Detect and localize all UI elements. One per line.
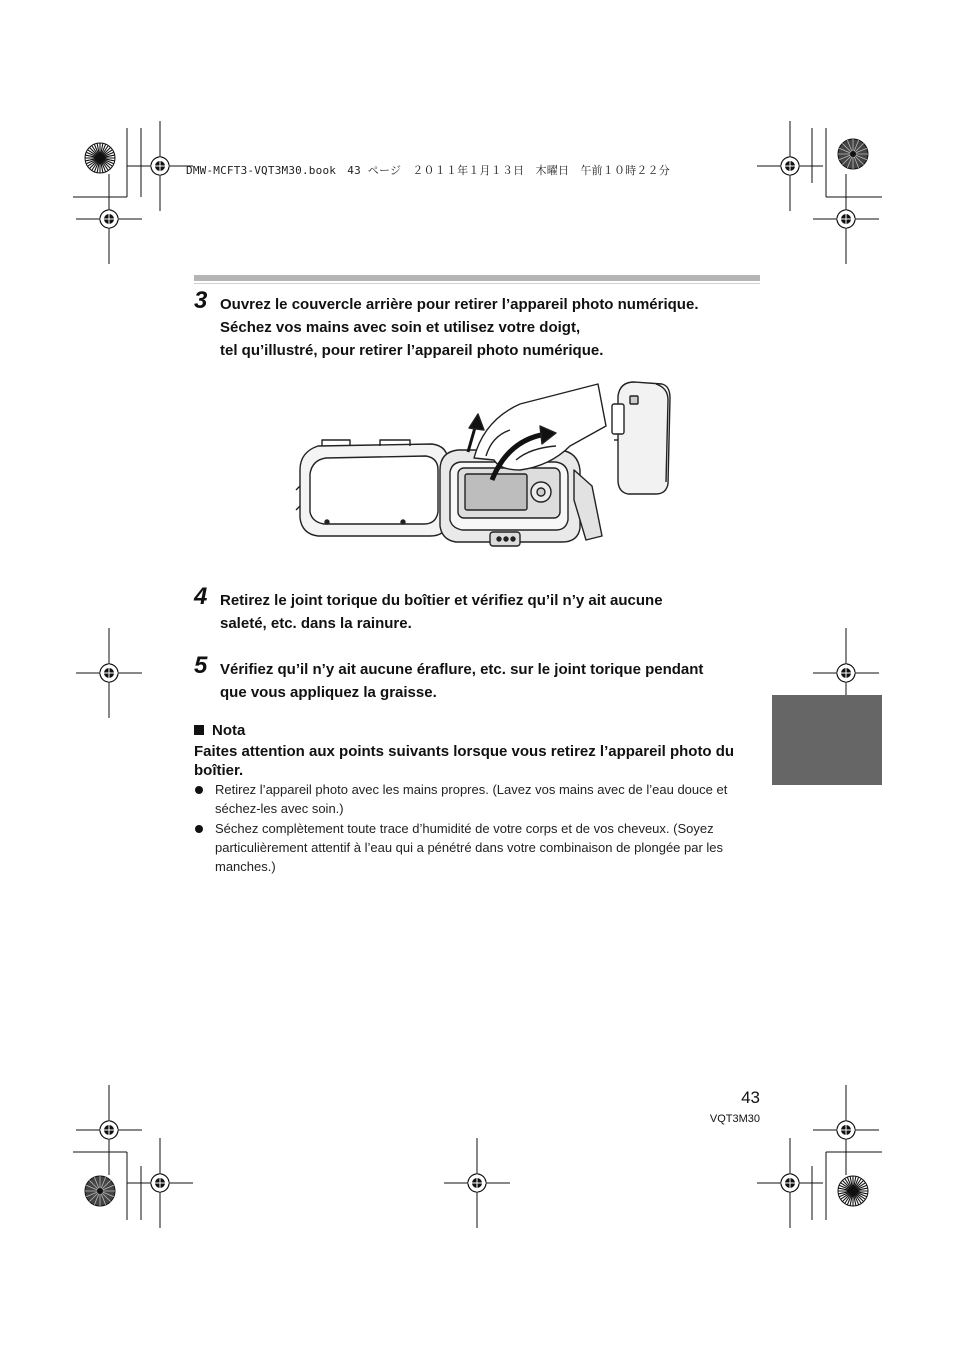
bullet-dot-icon — [195, 786, 203, 794]
note-bullet-list — [194, 780, 754, 877]
step-3-line-3: tel qu’illustré, pour retirer l’appareil photo numérique. — [220, 342, 604, 359]
step-4-number: 4 — [194, 583, 208, 610]
step-5-text — [220, 658, 765, 704]
note-bullet-1 — [194, 780, 754, 818]
step-5-line-1: Vérifiez qu’il n’y ait aucune éraflure, etc. sur le joint torique pendant — [220, 661, 704, 678]
note-title: Faites attention aux points suivants lorsque vous retirez l’appareil photo du boîtier. — [194, 743, 735, 779]
step-5-line-2: que vous appliquez la graisse. — [220, 684, 437, 701]
page-number: 43 — [741, 1088, 760, 1107]
print-header-line: DMW-MCFT3-VQT3M30.book 43 ページ ２０１１年１月１３日 木曜日 午前１０時２２分 — [186, 164, 670, 177]
step-5-number: 5 — [194, 652, 208, 679]
note-bullet-2 — [194, 819, 754, 876]
step-3-number: 3 — [194, 287, 208, 314]
step-4-text — [220, 589, 760, 635]
note-bullet-2-text: Séchez complètement toute trace d’humidité de votre corps et de vos cheveux. (Soyez particulièrement attentif à l’eau qui a pénétré dans votre combinaison de plongée par les manches.) — [215, 821, 724, 874]
note-square-icon — [194, 725, 204, 735]
note-label: Nota — [212, 722, 246, 739]
step-4-line-1: Retirez le joint torique du boîtier et vérifiez qu’il n’y ait aucune — [220, 592, 663, 609]
bullet-dot-icon — [195, 825, 203, 833]
note-heading — [194, 722, 245, 739]
step-3-line-1: Ouvrez le couvercle arrière pour retirer l’appareil photo numérique. — [220, 296, 699, 313]
step-4-line-2: saleté, etc. dans la rainure. — [220, 615, 412, 632]
section-side-tab — [772, 695, 882, 785]
model-code: VQT3M30 — [709, 1113, 760, 1125]
step-3-line-2: Séchez vos mains avec soin et utilisez votre doigt, — [220, 319, 581, 336]
note-bullet-1-text: Retirez l’appareil photo avec les mains propres. (Lavez vos mains avec de l’eau douce et séchez-les avec soin.) — [215, 782, 728, 816]
